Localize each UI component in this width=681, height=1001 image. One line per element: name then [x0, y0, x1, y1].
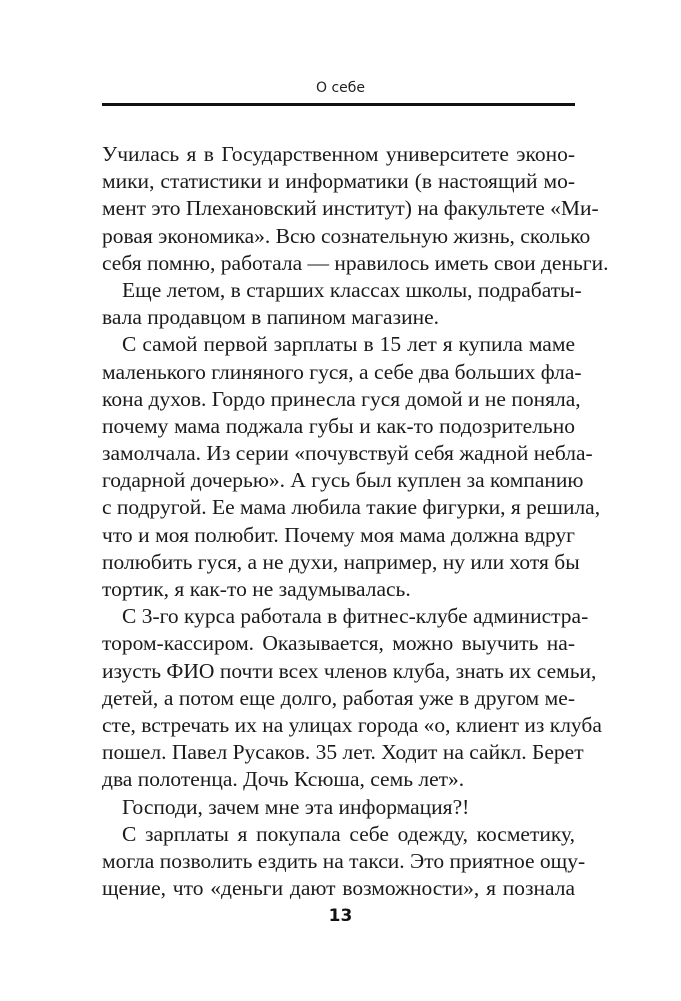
text-line: себя помню, работала — нравилось иметь свои деньги. [102, 250, 609, 275]
text-line: ровая экономика». Всю сознательную жизнь, сколько [102, 223, 591, 248]
text-line: маленького глиняного гуся, а себе два больших фла- [102, 359, 582, 384]
text-line: что и моя полюбит. Почему моя мама должна вдруг [102, 522, 575, 547]
text-line: Еще летом, в старших классах школы, подрабаты- [122, 277, 582, 302]
text-line: полюбить гуся, а не духи, например, ну или хотя бы [102, 549, 580, 574]
text-line: детей, а потом еще долго, работая уже в другом ме- [102, 685, 575, 710]
text-line: С зарплаты я покупала себе одежду, косметику, [122, 821, 575, 846]
text-line: сте, встречать их на улицах города «о, клиент из клуба [102, 712, 602, 737]
text-line: вала продавцом в папином магазине. [102, 305, 440, 330]
text-line: с подругой. Ее мама любила такие фигурки, я решила, [102, 495, 601, 520]
text-line: щение, что «деньги дают возможности», я познала [102, 876, 575, 901]
page-number: 13 [328, 906, 353, 926]
header-rule [102, 103, 575, 106]
text-line: Училась я в Государственном университете эконо- [102, 142, 575, 166]
running-title: О себе [315, 80, 366, 96]
text-line: Господи, зачем мне эта информация?! [122, 794, 470, 819]
text-line: С самой первой зарплаты в 15 лет я купила маме [122, 332, 575, 357]
text-line: замолчала. Из серии «почувствуй себя жадной небла- [102, 441, 593, 466]
text-line: почему мама поджала губы и как-то подозрительно [102, 413, 575, 438]
text-line: С 3-го курса работала в фитнес-клубе администра- [122, 604, 589, 629]
text-line: тором-кассиром. Оказывается, можно выучить на- [102, 631, 575, 656]
text-line: могла позволить ездить на такси. Это приятное ощу- [102, 848, 586, 873]
text-line: кона духов. Гордо принесла гуся домой и не поняла, [102, 386, 581, 411]
text-line: пошел. Павел Русаков. 35 лет. Ходит на сайкл. Берет [102, 740, 584, 765]
text-line: мент это Плехановский институт) на факультете «Ми- [102, 196, 599, 221]
text-line: мики, статистики и информатики (в настоящий мо- [102, 169, 575, 194]
text-line: тортик, я как-то не задумывалась. [102, 577, 411, 601]
text-line: два полотенца. Дочь Ксюша, семь лет». [102, 767, 465, 792]
text-line: изусть ФИО почти всех членов клуба, знать их семьи, [102, 658, 597, 683]
text-line: годарной дочерью». А гусь был куплен за компанию [102, 468, 584, 493]
body-text [102, 141, 609, 902]
